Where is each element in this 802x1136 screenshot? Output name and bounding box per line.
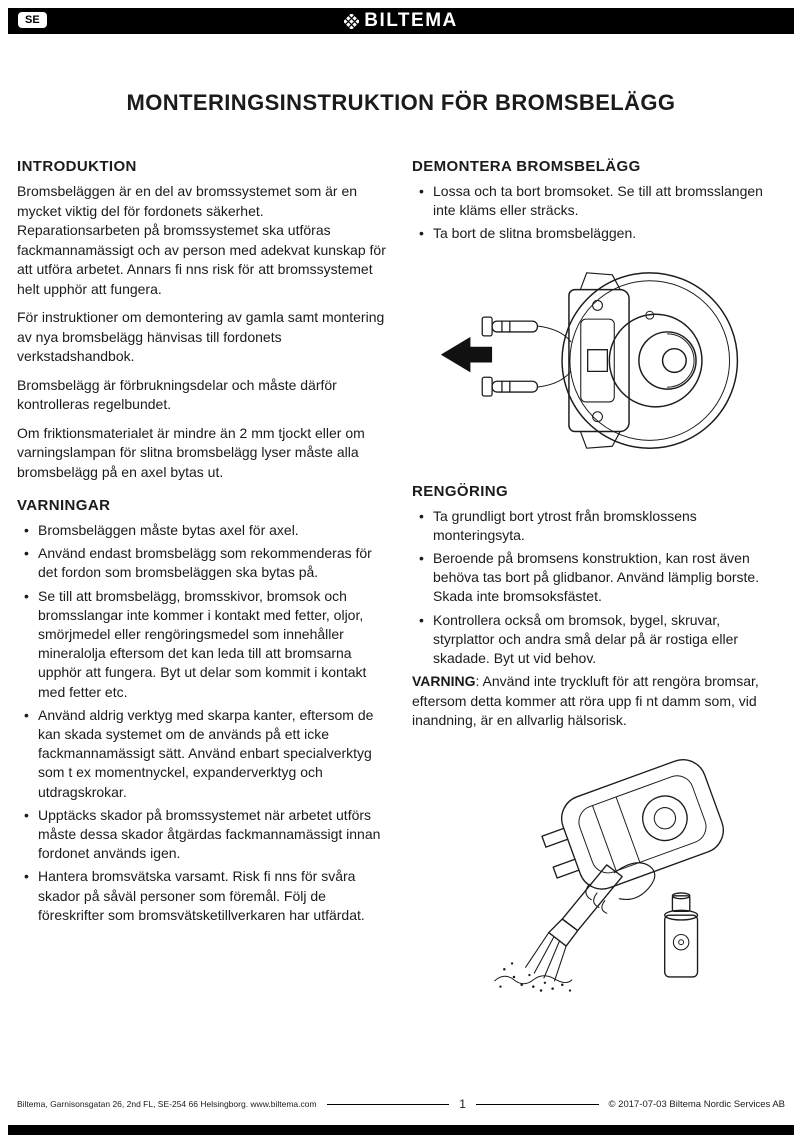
header-bar	[8, 8, 794, 34]
intro-paragraph: För instruktioner om demontering av gamla samt montering av nya bromsbelägg hänvisas till fordonets verkstadshandbok.	[17, 309, 385, 364]
intro-paragraph: Bromsbelägg är förbrukningsdelar och måste därför kontrolleras regelbundet.	[17, 376, 337, 412]
list-item: • Använd endast bromsbelägg som rekommenderas för det fordon som bromsbeläggen ska bytas på.	[17, 544, 390, 582]
warning-note	[412, 672, 785, 731]
biltema-starburst-icon	[344, 14, 359, 29]
page-title: MONTERINGSINSTRUKTION FÖR BROMSBELÄGG	[126, 90, 676, 115]
rengoring-list	[412, 507, 785, 669]
intro-paragraph: Bromsbeläggen är en del av bromssystemet som är en mycket viktig del för fordonets säkerhet. Reparationsarbeten på bromssystemet ska utföras fackmannamässigt och av person med adekvat kunskap för att utföra arbetet. Annars fi nns risk för att bromssystemet helt upphör att fungera.	[17, 183, 386, 297]
list-item: • Bromsbeläggen måste bytas axel för axel.	[17, 521, 390, 540]
list-item: • Hantera bromsvätska varsamt. Risk fi nns för svåra skador på såväl personer som föremål. Följ de föreskrifter som bromsvätsketillverkaren har utfärdat.	[17, 867, 390, 925]
list-item: • Beroende på bromsens konstruktion, kan rost även behöva tas bort på glidbanor. Använd lämplig borste. Skada inte bromsoksfästet.	[412, 549, 785, 607]
heading-demontera: DEMONTERA BROMSBELÄGG	[412, 158, 641, 175]
list-item: • Ta grundligt bort ytrost från bromsklossens monteringsyta.	[412, 507, 785, 545]
brand-text: BILTEMA	[364, 10, 458, 31]
biltema-logo	[344, 10, 458, 32]
footer	[17, 1097, 785, 1111]
page-number: 1	[459, 1097, 466, 1111]
brake-removal-illustration	[431, 256, 766, 468]
footer-address: Biltema, Garnisonsgatan 26, 2nd FL, SE-254 66 Helsingborg. www.biltema.com	[17, 1099, 317, 1109]
left-arrow-icon	[441, 336, 492, 371]
heading-varningar: VARNINGAR	[17, 497, 111, 514]
list-item: • Se till att bromsbelägg, bromsskivor, bromsok och bromsslangar inte kommer i kontakt med fetter, oljor, smörjmedel eller rengöringsmedel som innehåller mineralolja eftersom det kan leda till att bromsarna upphör att fungera. Byt ut delar som kommit i kontakt med fetter etc.	[17, 587, 390, 702]
intro-paragraph: Om friktionsmaterialet är mindre än 2 mm tjockt eller om varningslampan för slitna bromsbelägg lyser måste alla bromsbelägg på en axel bytas ut.	[17, 424, 365, 480]
list-item: • Kontrollera också om bromsok, bygel, skruvar, styrplattor och andra små delar på är rostiga eller skadade. Byt ut vid behov.	[412, 611, 785, 669]
left-column	[17, 158, 390, 1009]
footer-rule	[327, 1104, 450, 1105]
list-item: • Ta bort de slitna bromsbeläggen.	[412, 224, 785, 243]
cleaning-illustration	[444, 749, 754, 1005]
warning-label: VARNING	[412, 673, 476, 690]
list-item: • Använd aldrig verktyg med skarpa kanter, eftersom de kan skada systemet om de används på ett icke fackmannamässigt sätt. Använd enbart specialverktyg som t ex momentnyckel, expanderverktyg och utdragskrokar.	[17, 706, 390, 802]
right-column	[412, 158, 785, 1009]
content-columns	[0, 158, 802, 1009]
bottom-bar	[8, 1125, 794, 1135]
country-badge: SE	[18, 12, 47, 28]
footer-copyright: © 2017-07-03 Biltema Nordic Services AB	[608, 1098, 786, 1110]
demontera-list	[412, 182, 785, 244]
list-item: • Lossa och ta bort bromsoket. Se till att bromsslangen inte kläms eller sträcks.	[412, 182, 785, 220]
list-item: • Upptäcks skador på bromssystemet när arbetet utförs måste dessa skador åtgärdas fackmannamässigt innan fordonet används igen.	[17, 806, 390, 864]
warnings-list	[17, 521, 390, 925]
footer-rule	[476, 1104, 599, 1105]
heading-introduktion: INTRODUKTION	[17, 158, 137, 175]
warning-text: : Använd inte tryckluft för att rengöra bromsar, eftersom detta kommer att röra upp fi nt damm som, vid inandning, är en allvarlig hälsorisk.	[412, 673, 759, 729]
heading-rengoring: RENGÖRING	[412, 482, 509, 500]
